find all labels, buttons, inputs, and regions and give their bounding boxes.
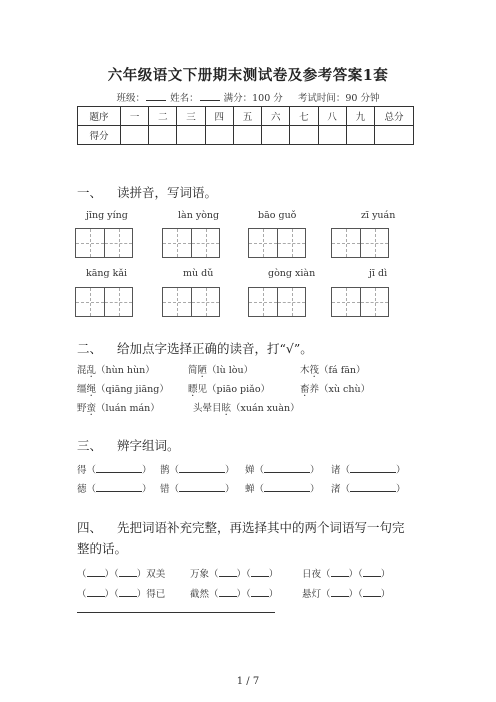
score-header-cell: 五 xyxy=(233,107,261,126)
answer-blank[interactable] xyxy=(264,482,310,492)
idiom-item: 截然（ ）（ ） xyxy=(190,589,279,600)
pinyin-label: kāng kǎi xyxy=(86,268,128,279)
dotted-char: 乱 xyxy=(86,365,97,376)
score-cell[interactable] xyxy=(318,126,346,145)
writing-grid[interactable] xyxy=(248,228,306,258)
idiom-blank[interactable] xyxy=(219,567,237,577)
writing-grid[interactable] xyxy=(162,228,220,258)
section-4-number: 四、 xyxy=(77,520,103,535)
exam-info xyxy=(0,90,496,104)
item-text: 养 xyxy=(309,384,320,395)
score-cell[interactable] xyxy=(375,126,414,145)
reading-item xyxy=(188,381,270,395)
score-cell[interactable] xyxy=(149,126,177,145)
word-group-item: 渚（ ） xyxy=(331,484,406,495)
writing-grid[interactable] xyxy=(331,228,389,258)
name-blank[interactable] xyxy=(200,91,220,101)
name-label: 姓名： xyxy=(170,93,199,104)
section-3-title: 辨字组词。 xyxy=(117,438,180,453)
char-prompt: 蝉 xyxy=(245,484,255,495)
score-header-cell: 九 xyxy=(346,107,374,126)
reading-item xyxy=(300,362,366,376)
idiom-blank[interactable] xyxy=(251,587,269,597)
idiom-blank[interactable] xyxy=(87,587,105,597)
answer-blank[interactable] xyxy=(179,482,225,492)
writing-grid[interactable] xyxy=(75,228,133,258)
word-group-item: 鹊（ ） xyxy=(160,465,235,476)
writing-grid[interactable] xyxy=(75,287,133,317)
section-1-number: 一、 xyxy=(77,185,103,200)
idiom-blank[interactable] xyxy=(87,567,105,577)
score-header-cell: 二 xyxy=(149,107,177,126)
char-prompt: 德 xyxy=(77,484,87,495)
reading-item xyxy=(193,400,300,414)
answer-blank[interactable] xyxy=(179,463,225,473)
idiom-blank[interactable] xyxy=(119,587,137,597)
pinyin-options[interactable]: （lù lòu） xyxy=(207,365,254,376)
dotted-char: 筏 xyxy=(309,365,320,376)
reading-item xyxy=(77,362,155,376)
idiom-text: 悬灯 xyxy=(302,589,322,600)
item-text: 见 xyxy=(197,384,208,395)
idiom-blank[interactable] xyxy=(331,587,349,597)
item-text: 头晕目 xyxy=(193,403,222,414)
section-2-title: 给加点字选择正确的读音，打“√”。 xyxy=(117,341,313,356)
item-text: 木 xyxy=(300,365,310,376)
idiom-blank[interactable] xyxy=(119,567,137,577)
pinyin-label: gòng xiàn xyxy=(268,268,316,279)
idiom-text: 日夜 xyxy=(302,569,322,580)
score-header-cell: 一 xyxy=(121,107,149,126)
idiom-blank[interactable] xyxy=(363,567,381,577)
word-group-item: 德（ ） xyxy=(77,484,152,495)
reading-item xyxy=(77,381,169,395)
section-1-heading xyxy=(77,183,217,201)
score-cell[interactable] xyxy=(233,126,261,145)
pinyin-options[interactable]: （xù chù） xyxy=(319,384,371,395)
item-text: 野 xyxy=(77,403,87,414)
score-cell[interactable] xyxy=(205,126,233,145)
pinyin-options[interactable]: （xuán xuàn） xyxy=(231,403,300,414)
pinyin-options[interactable]: （fá fān） xyxy=(319,365,366,376)
char-prompt: 婵 xyxy=(245,465,255,476)
idiom-item: （ ）（ ）双美 xyxy=(77,569,166,580)
score-row-label: 得分 xyxy=(78,126,121,145)
word-group-item: 诸（ ） xyxy=(331,465,406,476)
writing-grid[interactable] xyxy=(248,287,306,317)
char-prompt: 诸 xyxy=(331,465,341,476)
idiom-item: 悬灯（ ）（ ） xyxy=(302,589,391,600)
dotted-char: 绳 xyxy=(86,384,97,395)
idiom-item: （ ）（ ）得已 xyxy=(77,589,166,600)
idiom-blank[interactable] xyxy=(363,587,381,597)
pinyin-options[interactable]: （hùn hùn） xyxy=(96,365,155,376)
sentence-answer-line[interactable] xyxy=(77,612,275,613)
dotted-char: 畜 xyxy=(300,384,310,395)
score-header-cell: 七 xyxy=(290,107,318,126)
answer-blank[interactable] xyxy=(96,482,142,492)
pinyin-options[interactable]: （piāo piǎo） xyxy=(207,384,271,395)
score-header-row xyxy=(78,107,414,126)
reading-item xyxy=(188,362,253,376)
pinyin-label: mù dǔ xyxy=(183,268,214,279)
score-cell[interactable] xyxy=(290,126,318,145)
char-prompt: 错 xyxy=(160,484,170,495)
idiom-text: 双美 xyxy=(146,569,166,580)
word-group-item: 得（ ） xyxy=(77,465,152,476)
dotted-char: 蛮 xyxy=(86,403,97,414)
pinyin-label: làn yòng xyxy=(178,210,220,221)
answer-blank[interactable] xyxy=(350,463,396,473)
score-header-cell: 总分 xyxy=(375,107,414,126)
char-prompt: 鹊 xyxy=(160,465,170,476)
score-header-cell: 八 xyxy=(318,107,346,126)
section-3-heading xyxy=(77,436,180,454)
full-score: 满分：100 分 xyxy=(223,93,283,104)
idiom-item: 日夜（ ）（ ） xyxy=(302,569,391,580)
section-2-heading xyxy=(77,339,313,357)
pinyin-options[interactable]: （qiāng jiāng） xyxy=(96,384,169,395)
score-header-cell: 六 xyxy=(262,107,290,126)
idiom-blank[interactable] xyxy=(219,587,237,597)
score-header-cell: 三 xyxy=(177,107,205,126)
answer-blank[interactable] xyxy=(96,463,142,473)
dotted-char: 眩 xyxy=(221,403,232,414)
section-4-title-line-2: 整的话。 xyxy=(77,541,128,556)
score-row xyxy=(78,126,414,145)
class-label: 班级： xyxy=(116,93,146,104)
section-4-title-line-1: 先把词语补充完整，再选择其中的两个词语写一句完 xyxy=(117,520,405,535)
score-cell[interactable] xyxy=(121,126,149,145)
score-header-cell: 四 xyxy=(205,107,233,126)
score-cell[interactable] xyxy=(262,126,290,145)
section-1-title: 读拼音，写词语。 xyxy=(117,185,218,200)
pinyin-label: bāo guǒ xyxy=(258,210,297,221)
item-text: 缰 xyxy=(77,384,87,395)
word-group-item: 婵（ ） xyxy=(245,465,320,476)
word-group-item: 错（ ） xyxy=(160,484,235,495)
score-header-cell: 题序 xyxy=(78,107,121,126)
reading-item xyxy=(77,400,160,414)
writing-grid[interactable] xyxy=(331,287,389,317)
dotted-char: 瞟 xyxy=(188,384,198,395)
pinyin-label: zī yuán xyxy=(361,210,396,221)
idiom-item: 万象（ ）（ ） xyxy=(190,569,279,580)
pinyin-label: jīng yíng xyxy=(86,210,128,221)
score-cell[interactable] xyxy=(177,126,205,145)
idiom-blank[interactable] xyxy=(251,567,269,577)
word-group-item: 蝉（ ） xyxy=(245,484,320,495)
char-prompt: 渚 xyxy=(331,484,341,495)
answer-blank[interactable] xyxy=(264,463,310,473)
page-title: 六年级语文下册期末测试卷及参考答案1套 xyxy=(107,67,389,84)
idiom-text: 得已 xyxy=(146,589,166,600)
idiom-text: 截然 xyxy=(190,589,210,600)
pinyin-options[interactable]: （luán mán） xyxy=(96,403,160,414)
section-2-number: 二、 xyxy=(77,341,103,356)
answer-blank[interactable] xyxy=(350,482,396,492)
item-text: 混 xyxy=(77,365,87,376)
pinyin-label: jī dì xyxy=(369,268,388,279)
score-table xyxy=(77,106,414,145)
item-text: 简 xyxy=(188,365,198,376)
class-blank[interactable] xyxy=(146,91,166,101)
section-3-number: 三、 xyxy=(77,438,103,453)
idiom-text: 万象 xyxy=(190,569,210,580)
score-cell[interactable] xyxy=(346,126,374,145)
exam-time: 考试时间：90 分钟 xyxy=(297,93,380,104)
writing-grid[interactable] xyxy=(162,287,220,317)
char-prompt: 得 xyxy=(77,465,87,476)
reading-item xyxy=(300,381,370,395)
page-number: 1 / 7 xyxy=(236,676,260,687)
section-4-heading xyxy=(77,517,405,559)
dotted-char: 陋 xyxy=(197,365,208,376)
idiom-blank[interactable] xyxy=(331,567,349,577)
